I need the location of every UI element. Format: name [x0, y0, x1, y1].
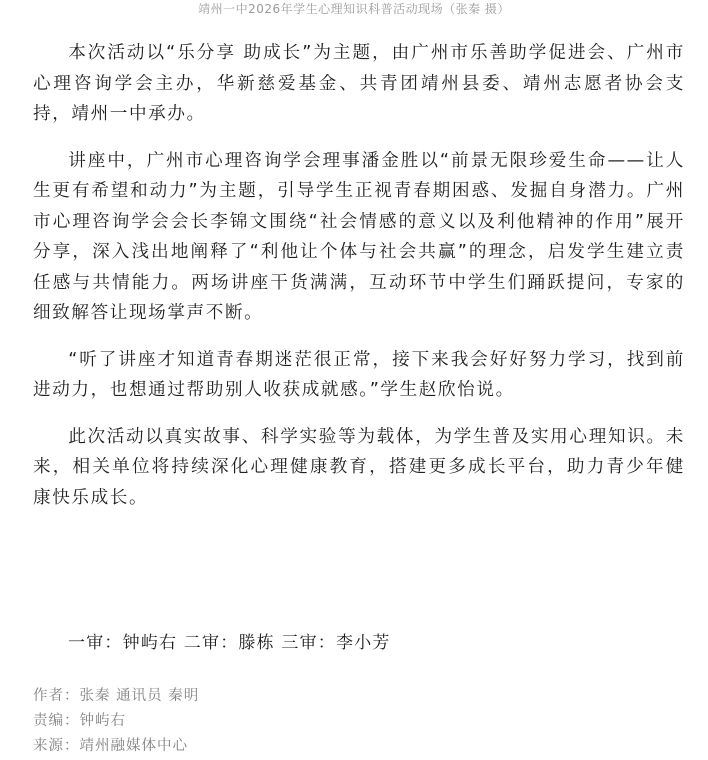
paragraph-intro: 本次活动以“乐分享 助成长”为主题，由广州市乐善助学促进会、广州市心理咨询学会主办，华新慈爱基金、共青团靖州县委、靖州志愿者协会支持，靖州一中承办。: [33, 43, 685, 124]
source-credit: 来源：靖州融媒体中心: [33, 738, 188, 754]
paragraph-conclusion: 此次活动以真实故事、科学实验等为载体，为学生普及实用心理知识。未来，相关单位将持续深化心理健康教育，搭建更多成长平台，助力青少年健康快乐成长。: [33, 426, 685, 508]
author-credit: 作者：张秦 通讯员 秦明: [33, 688, 200, 704]
review-line: 一审：钟屿右 二审：滕栋 三审：李小芳: [68, 633, 391, 653]
photo-caption: 靖州一中2026年学生心理知识科普活动现场（张秦 摄）: [198, 2, 510, 16]
editor-credit: 责编：钟屿右: [33, 713, 126, 729]
article-body: [33, 38, 685, 529]
paragraph-lectures: 讲座中，广州市心理咨询学会理事潘金胜以“前景无限珍爱生命——让人生更有希望和动力”为主题，引导学生正视青春期困惑、发掘自身潜力。广州市心理咨询学会会长李锦文围绕“社会情感的意义以及利他精神的作用”展开分享，深入浅出地阐释了“利他让个体与社会共赢”的理念，启发学生建立责任感与共情能力。两场讲座干货满满，互动环节中学生们踊跃提问，专家的细致解答让现场掌声不断。: [33, 150, 685, 323]
paragraph-student-quote: “听了讲座才知道青春期迷茫很正常，接下来我会好好努力学习，找到前进动力，也想通过帮助别人收获成就感。”学生赵欣怡说。: [33, 349, 685, 400]
article-credits: [33, 684, 673, 759]
